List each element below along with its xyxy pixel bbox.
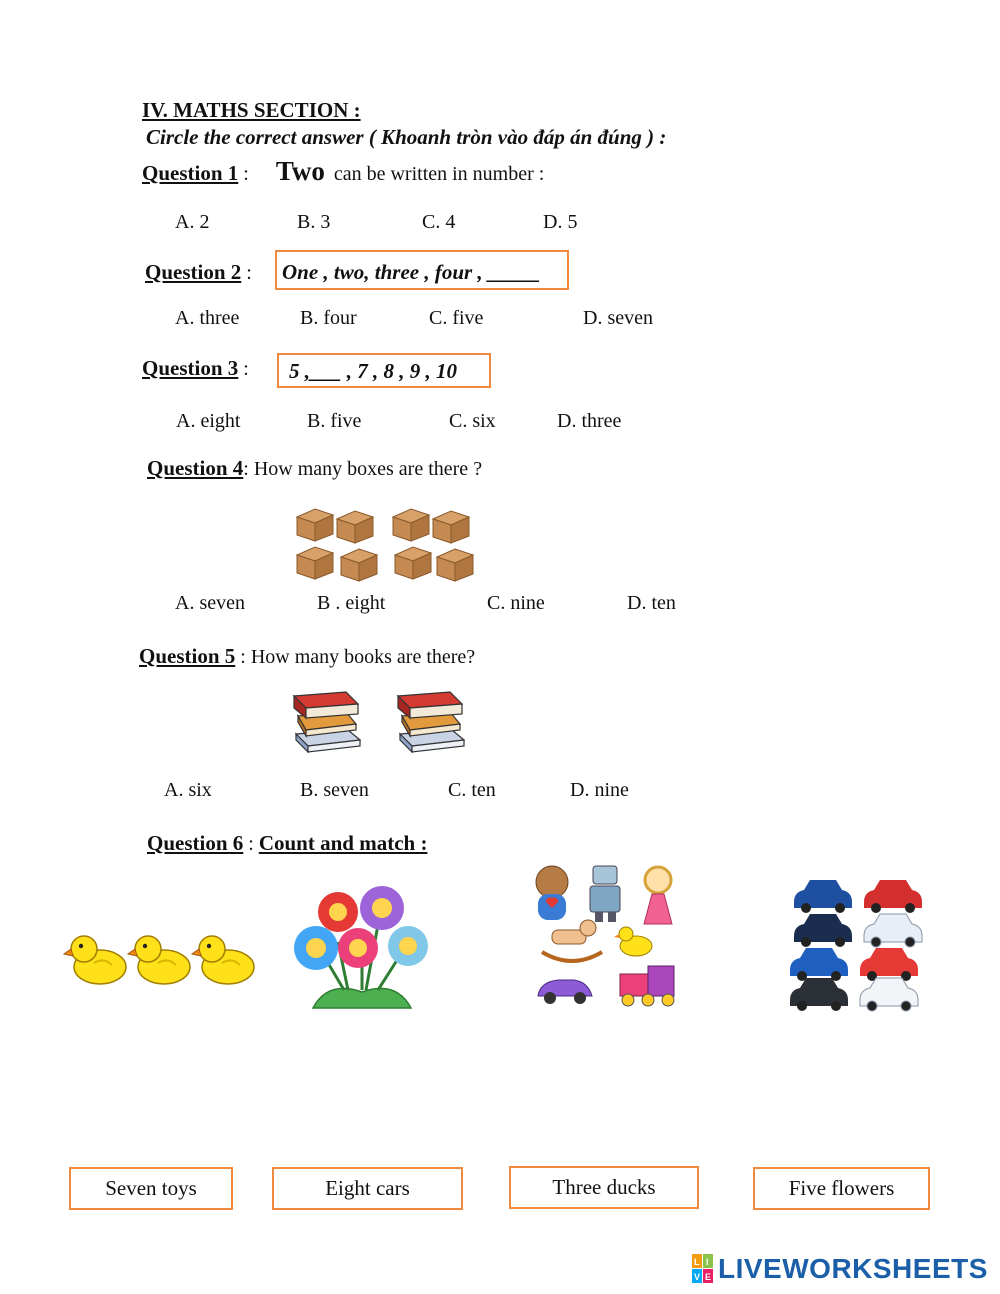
big-word: Two: [275, 156, 325, 186]
flower-icon: [338, 928, 378, 968]
question-sep: :: [238, 163, 249, 185]
option-d[interactable]: D. 5: [543, 211, 578, 233]
duck-icon: [614, 927, 652, 956]
option-d[interactable]: D. nine: [570, 779, 629, 801]
option-a[interactable]: A. six: [164, 779, 212, 801]
option-a[interactable]: A. 2: [175, 211, 210, 233]
question-sep: :: [238, 358, 249, 380]
question-4: [147, 456, 482, 481]
cars-picture: [786, 876, 926, 1006]
flower-icon: [388, 926, 428, 966]
box-icon: [437, 549, 473, 581]
option-b[interactable]: B. seven: [300, 779, 369, 801]
option-c[interactable]: C. six: [449, 410, 496, 432]
section-title: IV. MATHS SECTION :: [142, 98, 361, 122]
option-a[interactable]: A. eight: [176, 410, 241, 432]
logo-letter: E: [705, 1272, 712, 1282]
sequence-box: [275, 250, 569, 290]
question-2: [145, 260, 252, 285]
flower-icon: [318, 892, 358, 932]
toy-train-icon: [620, 966, 674, 1006]
robot-icon: [590, 866, 620, 922]
question-6: [147, 831, 427, 856]
box-icon: [393, 509, 429, 541]
flower-icon: [294, 926, 338, 970]
question-sep: :: [243, 833, 259, 855]
logo-letter: V: [694, 1272, 701, 1282]
option-b[interactable]: B . eight: [317, 592, 386, 614]
match-label-three-ducks[interactable]: Three ducks: [509, 1166, 699, 1209]
book-stack-icon: [294, 692, 360, 752]
books-picture: [290, 686, 470, 756]
logo-text: LIVEWORKSHEETS: [718, 1253, 988, 1284]
flowers-picture: [288, 880, 436, 1010]
car-icon: [790, 948, 848, 981]
question-bold-text: Count and match :: [258, 831, 428, 855]
match-label-eight-cars[interactable]: Eight cars: [272, 1167, 463, 1210]
option-d[interactable]: D. seven: [583, 307, 653, 329]
option-d[interactable]: D. three: [557, 410, 622, 432]
option-b[interactable]: B. 3: [297, 211, 331, 233]
question-label: Question 4: [147, 456, 244, 480]
rocking-horse-icon: [542, 920, 602, 961]
question-label: Question 5: [139, 644, 236, 668]
box-icon: [337, 511, 373, 543]
logo-letter: L: [694, 1257, 700, 1267]
match-label-five-flowers[interactable]: Five flowers: [753, 1167, 930, 1210]
sequence-text: One , two, three , four , _____: [282, 260, 541, 284]
question-text: can be written in number :: [333, 163, 545, 185]
question-label: Question 1: [142, 161, 239, 185]
box-icon: [433, 511, 469, 543]
car-icon: [794, 914, 852, 947]
option-b[interactable]: B. five: [307, 410, 362, 432]
car-icon: [860, 948, 918, 981]
question-sep: :: [241, 262, 252, 284]
option-b[interactable]: B. four: [300, 307, 357, 329]
question-label: Question 6: [147, 831, 244, 855]
toys-picture: [530, 862, 680, 1012]
sequence-text: 5 ,___ , 7 , 8 , 9 , 10: [289, 359, 457, 383]
doll-icon: [644, 867, 672, 924]
liveworksheets-logo: [692, 1252, 988, 1286]
instruction: Circle the correct answer ( Khoanh tròn vào đáp án đúng ) :: [146, 125, 667, 149]
logo-letter: I: [706, 1257, 709, 1267]
car-icon: [864, 880, 922, 913]
teddy-bear-icon: [536, 866, 568, 920]
option-c[interactable]: C. five: [429, 307, 484, 329]
duck-icon: [128, 936, 190, 984]
question-text: : How many books are there?: [235, 646, 476, 668]
match-label-seven-toys[interactable]: Seven toys: [69, 1167, 233, 1210]
book-stack-icon: [398, 692, 464, 752]
sequence-box: [277, 353, 491, 388]
question-1: [142, 156, 544, 187]
logo-mark-icon: [692, 1254, 714, 1284]
option-a[interactable]: A. seven: [175, 592, 245, 614]
question-5: [139, 644, 475, 669]
box-icon: [341, 549, 377, 581]
option-c[interactable]: C. nine: [487, 592, 545, 614]
car-icon: [860, 978, 918, 1011]
car-icon: [864, 914, 922, 947]
duck-icon: [64, 936, 126, 984]
option-c[interactable]: C. ten: [448, 779, 496, 801]
boxes-picture: [295, 505, 477, 581]
flower-icon: [360, 886, 404, 930]
option-c[interactable]: C. 4: [422, 211, 456, 233]
duck-icon: [192, 936, 254, 984]
question-text: : How many boxes are there ?: [243, 458, 483, 480]
box-icon: [297, 509, 333, 541]
question-3: [142, 356, 249, 381]
ducks-picture: [64, 925, 258, 987]
toy-car-icon: [538, 980, 592, 1004]
option-d[interactable]: D. ten: [627, 592, 676, 614]
car-icon: [790, 978, 848, 1011]
box-icon: [297, 547, 333, 579]
box-icon: [395, 547, 431, 579]
question-label: Question 3: [142, 356, 239, 380]
car-icon: [794, 880, 852, 913]
question-label: Question 2: [145, 260, 242, 284]
option-a[interactable]: A. three: [175, 307, 240, 329]
